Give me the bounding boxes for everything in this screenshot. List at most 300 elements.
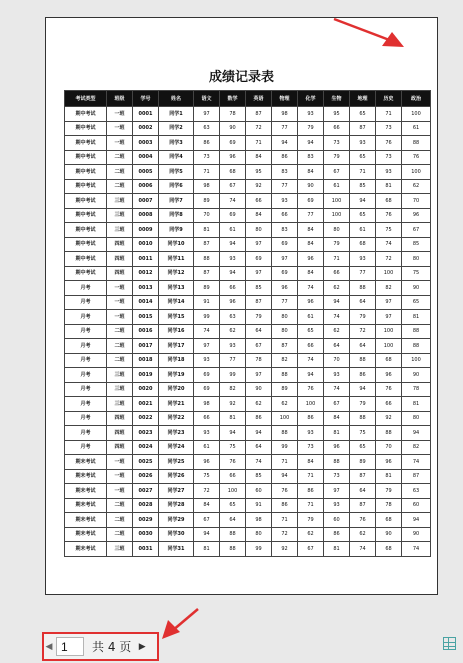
page-view-icon[interactable] [443, 637, 456, 650]
table-cell: 60 [324, 513, 350, 528]
table-cell: 100 [376, 339, 402, 354]
table-cell: 64 [220, 513, 246, 528]
table-cell: 71 [272, 513, 298, 528]
table-cell: 二班 [107, 513, 133, 528]
table-cell: 77 [272, 179, 298, 194]
table-cell: 93 [220, 252, 246, 267]
table-cell: 69 [220, 136, 246, 151]
table-row [65, 339, 431, 354]
table-cell: 期末考试 [65, 498, 107, 513]
table-cell: 84 [298, 237, 324, 252]
table-cell: 三班 [107, 542, 133, 557]
table-cell: 96 [220, 295, 246, 310]
table-cell: 65 [402, 295, 431, 310]
table-cell: 83 [272, 165, 298, 180]
table-cell: 80 [272, 310, 298, 325]
table-cell: 93 [376, 165, 402, 180]
table-cell: 76 [272, 484, 298, 499]
table-cell: 86 [246, 411, 272, 426]
table-cell: 71 [272, 455, 298, 470]
table-cell: 97 [272, 252, 298, 267]
table-cell: 88 [350, 411, 376, 426]
table-cell: 68 [350, 237, 376, 252]
table-cell: 63 [402, 484, 431, 499]
table-cell: 92 [220, 397, 246, 412]
table-cell: 72 [350, 324, 376, 339]
table-cell: 61 [402, 121, 431, 136]
table-cell: 64 [350, 295, 376, 310]
table-cell: 同学12 [159, 266, 194, 281]
table-cell: 74 [350, 542, 376, 557]
table-cell: 同学1 [159, 107, 194, 122]
table-cell: 同学2 [159, 121, 194, 136]
table-cell: 81 [220, 411, 246, 426]
table-cell: 93 [298, 426, 324, 441]
table-cell: 65 [350, 107, 376, 122]
table-cell: 67 [402, 223, 431, 238]
table-cell: 61 [350, 223, 376, 238]
table-cell: 0013 [133, 281, 159, 296]
table-header-row [65, 91, 431, 107]
print-preview-page [45, 17, 438, 595]
table-cell: 92 [272, 542, 298, 557]
table-cell: 71 [350, 165, 376, 180]
table-cell: 三班 [107, 368, 133, 383]
table-cell: 0031 [133, 542, 159, 557]
table-cell: 同学29 [159, 513, 194, 528]
table-cell: 85 [402, 237, 431, 252]
table-cell: 87 [246, 295, 272, 310]
table-cell: 三班 [107, 194, 133, 209]
table-cell: 月考 [65, 324, 107, 339]
table-cell: 90 [402, 368, 431, 383]
table-cell: 0018 [133, 353, 159, 368]
table-cell: 69 [246, 252, 272, 267]
table-cell: 四班 [107, 411, 133, 426]
table-cell: 74 [298, 281, 324, 296]
table-cell: 95 [324, 107, 350, 122]
table-cell: 100 [324, 208, 350, 223]
table-cell: 71 [324, 252, 350, 267]
table-cell: 87 [350, 121, 376, 136]
table-cell: 64 [246, 440, 272, 455]
table-cell: 89 [272, 382, 298, 397]
table-cell: 66 [324, 121, 350, 136]
table-cell: 94 [350, 194, 376, 209]
table-cell: 77 [298, 208, 324, 223]
previous-page-button[interactable] [44, 634, 54, 659]
table-cell: 67 [324, 165, 350, 180]
table-cell: 66 [376, 397, 402, 412]
table-cell: 74 [324, 310, 350, 325]
table-cell: 月考 [65, 382, 107, 397]
column-header: 语文 [194, 91, 220, 107]
table-cell: 期中考试 [65, 150, 107, 165]
table-cell: 72 [376, 252, 402, 267]
table-cell: 93 [324, 498, 350, 513]
table-cell: 80 [402, 411, 431, 426]
table-cell: 月考 [65, 426, 107, 441]
table-cell: 78 [402, 382, 431, 397]
table-cell: 96 [376, 368, 402, 383]
table-cell: 0012 [133, 266, 159, 281]
table-cell: 88 [220, 527, 246, 542]
table-row [65, 266, 431, 281]
table-cell: 月考 [65, 411, 107, 426]
table-row [65, 440, 431, 455]
table-row [65, 136, 431, 151]
table-cell: 81 [194, 223, 220, 238]
table-cell: 78 [246, 353, 272, 368]
table-cell: 62 [220, 324, 246, 339]
table-cell: 65 [350, 440, 376, 455]
table-row [65, 121, 431, 136]
table-cell: 同学3 [159, 136, 194, 151]
table-cell: 一班 [107, 121, 133, 136]
table-cell: 96 [376, 455, 402, 470]
table-cell: 96 [298, 252, 324, 267]
table-cell: 70 [194, 208, 220, 223]
table-cell: 87 [272, 339, 298, 354]
table-cell: 89 [350, 455, 376, 470]
table-cell: 84 [194, 498, 220, 513]
table-row [65, 324, 431, 339]
table-cell: 83 [298, 150, 324, 165]
table-cell: 同学9 [159, 223, 194, 238]
table-cell: 96 [402, 208, 431, 223]
table-cell: 65 [298, 324, 324, 339]
table-cell: 月考 [65, 310, 107, 325]
table-cell: 期中考试 [65, 194, 107, 209]
table-cell: 同学25 [159, 455, 194, 470]
table-cell: 94 [298, 368, 324, 383]
table-cell: 88 [402, 324, 431, 339]
table-cell: 72 [246, 121, 272, 136]
table-cell: 87 [402, 469, 431, 484]
table-cell: 0014 [133, 295, 159, 310]
table-cell: 74 [324, 382, 350, 397]
table-cell: 82 [376, 281, 402, 296]
table-cell: 74 [220, 194, 246, 209]
table-cell: 90 [246, 382, 272, 397]
table-cell: 66 [220, 469, 246, 484]
table-cell: 二班 [107, 324, 133, 339]
table-cell: 75 [220, 440, 246, 455]
table-cell: 96 [194, 455, 220, 470]
table-cell: 64 [246, 324, 272, 339]
table-cell: 82 [272, 353, 298, 368]
table-cell: 同学6 [159, 179, 194, 194]
table-cell: 三班 [107, 208, 133, 223]
table-cell: 100 [402, 353, 431, 368]
table-cell: 77 [272, 295, 298, 310]
table-row [65, 179, 431, 194]
table-cell: 76 [298, 382, 324, 397]
table-row [65, 194, 431, 209]
table-cell: 94 [220, 426, 246, 441]
table-cell: 66 [272, 208, 298, 223]
table-cell: 94 [272, 136, 298, 151]
table-cell: 83 [272, 223, 298, 238]
table-cell: 88 [402, 136, 431, 151]
table-cell: 期中考试 [65, 266, 107, 281]
table-cell: 四班 [107, 440, 133, 455]
table-cell: 月考 [65, 295, 107, 310]
table-cell: 96 [272, 281, 298, 296]
table-cell: 75 [350, 426, 376, 441]
table-cell: 79 [298, 513, 324, 528]
table-row [65, 295, 431, 310]
table-row [65, 455, 431, 470]
table-cell: 99 [272, 440, 298, 455]
table-cell: 同学17 [159, 339, 194, 354]
table-cell: 90 [402, 527, 431, 542]
table-cell: 72 [272, 527, 298, 542]
table-cell: 同学21 [159, 397, 194, 412]
table-cell: 97 [194, 107, 220, 122]
column-header: 物理 [272, 91, 298, 107]
table-cell: 94 [324, 295, 350, 310]
table-cell: 0016 [133, 324, 159, 339]
table-cell: 二班 [107, 150, 133, 165]
table-row [65, 542, 431, 557]
table-cell: 73 [324, 469, 350, 484]
table-cell: 94 [402, 513, 431, 528]
table-cell: 月考 [65, 281, 107, 296]
table-cell: 0025 [133, 455, 159, 470]
table-cell: 二班 [107, 165, 133, 180]
table-cell: 同学11 [159, 252, 194, 267]
table-cell: 100 [272, 411, 298, 426]
table-cell: 0026 [133, 469, 159, 484]
next-page-button[interactable] [137, 634, 147, 659]
table-cell: 91 [246, 498, 272, 513]
table-cell: 76 [376, 208, 402, 223]
table-cell: 66 [324, 266, 350, 281]
table-cell: 0017 [133, 339, 159, 354]
table-cell: 62 [272, 397, 298, 412]
table-cell: 88 [350, 353, 376, 368]
table-cell: 三班 [107, 223, 133, 238]
table-cell: 四班 [107, 252, 133, 267]
table-cell: 90 [220, 121, 246, 136]
table-cell: 二班 [107, 339, 133, 354]
table-cell: 96 [220, 150, 246, 165]
page-number-input[interactable] [56, 637, 84, 656]
table-cell: 0028 [133, 498, 159, 513]
table-cell: 73 [194, 150, 220, 165]
table-cell: 67 [194, 513, 220, 528]
table-cell: 98 [246, 513, 272, 528]
table-cell: 66 [194, 411, 220, 426]
table-cell: 69 [298, 194, 324, 209]
table-cell: 86 [298, 484, 324, 499]
table-cell: 0003 [133, 136, 159, 151]
table-cell: 85 [246, 469, 272, 484]
table-cell: 期中考试 [65, 237, 107, 252]
table-cell: 62 [246, 397, 272, 412]
table-cell: 期中考试 [65, 223, 107, 238]
table-cell: 79 [350, 310, 376, 325]
table-cell: 99 [246, 542, 272, 557]
table-cell: 75 [376, 223, 402, 238]
table-cell: 0011 [133, 252, 159, 267]
table-cell: 期末考试 [65, 484, 107, 499]
table-cell: 同学5 [159, 165, 194, 180]
table-cell: 80 [246, 223, 272, 238]
table-cell: 85 [246, 281, 272, 296]
table-cell: 82 [220, 382, 246, 397]
table-cell: 84 [298, 165, 324, 180]
table-cell: 88 [194, 252, 220, 267]
table-cell: 81 [402, 397, 431, 412]
table-cell: 68 [376, 513, 402, 528]
table-cell: 87 [194, 266, 220, 281]
table-cell: 0015 [133, 310, 159, 325]
table-cell: 同学16 [159, 324, 194, 339]
table-cell: 0021 [133, 397, 159, 412]
table-cell: 79 [324, 150, 350, 165]
table-cell: 65 [220, 498, 246, 513]
table-row [65, 513, 431, 528]
table-cell: 81 [194, 542, 220, 557]
table-cell: 75 [402, 266, 431, 281]
table-cell: 90 [298, 179, 324, 194]
table-cell: 同学14 [159, 295, 194, 310]
table-cell: 79 [376, 484, 402, 499]
table-row [65, 252, 431, 267]
table-cell: 64 [324, 339, 350, 354]
table-cell: 73 [298, 440, 324, 455]
table-cell: 69 [194, 382, 220, 397]
table-cell: 98 [272, 107, 298, 122]
table-row [65, 382, 431, 397]
table-row [65, 469, 431, 484]
table-row [65, 426, 431, 441]
column-header: 历史 [376, 91, 402, 107]
table-cell: 期中考试 [65, 121, 107, 136]
column-header: 生物 [324, 91, 350, 107]
table-cell: 93 [194, 426, 220, 441]
triangle-right-icon: ▶ [138, 641, 146, 652]
column-header: 数学 [220, 91, 246, 107]
table-cell: 四班 [107, 237, 133, 252]
table-cell: 73 [376, 150, 402, 165]
table-cell: 同学31 [159, 542, 194, 557]
table-cell: 66 [298, 339, 324, 354]
table-cell: 97 [376, 310, 402, 325]
table-cell: 79 [350, 397, 376, 412]
table-cell: 100 [376, 324, 402, 339]
table-cell: 期中考试 [65, 136, 107, 151]
table-cell: 97 [246, 237, 272, 252]
page-navigator [42, 632, 159, 661]
table-cell: 71 [298, 469, 324, 484]
table-row [65, 484, 431, 499]
table-cell: 80 [324, 223, 350, 238]
table-cell: 0010 [133, 237, 159, 252]
table-cell: 同学7 [159, 194, 194, 209]
table-cell: 0023 [133, 426, 159, 441]
table-row [65, 498, 431, 513]
table-cell: 86 [272, 498, 298, 513]
table-cell: 0005 [133, 165, 159, 180]
table-cell: 84 [298, 266, 324, 281]
table-cell: 0022 [133, 411, 159, 426]
table-cell: 79 [246, 310, 272, 325]
table-cell: 86 [350, 368, 376, 383]
table-cell: 0024 [133, 440, 159, 455]
table-cell: 77 [220, 353, 246, 368]
table-cell: 71 [194, 165, 220, 180]
table-cell: 100 [376, 266, 402, 281]
table-cell: 一班 [107, 136, 133, 151]
table-cell: 81 [402, 310, 431, 325]
table-cell: 67 [298, 542, 324, 557]
table-cell: 62 [298, 527, 324, 542]
table-cell: 73 [376, 121, 402, 136]
table-cell: 93 [324, 368, 350, 383]
table-cell: 62 [324, 324, 350, 339]
table-cell: 二班 [107, 179, 133, 194]
table-cell: 一班 [107, 310, 133, 325]
table-cell: 86 [324, 527, 350, 542]
column-header: 班级 [107, 91, 133, 107]
table-cell: 74 [194, 324, 220, 339]
table-cell: 期中考试 [65, 208, 107, 223]
table-cell: 70 [402, 194, 431, 209]
table-cell: 67 [246, 339, 272, 354]
table-cell: 同学10 [159, 237, 194, 252]
table-cell: 一班 [107, 455, 133, 470]
table-cell: 69 [272, 237, 298, 252]
table-cell: 96 [298, 295, 324, 310]
table-cell: 93 [272, 194, 298, 209]
table-cell: 88 [324, 455, 350, 470]
table-cell: 88 [272, 426, 298, 441]
table-cell: 93 [194, 353, 220, 368]
table-cell: 0002 [133, 121, 159, 136]
table-cell: 97 [324, 484, 350, 499]
table-cell: 94 [220, 237, 246, 252]
table-cell: 79 [298, 121, 324, 136]
table-cell: 67 [220, 179, 246, 194]
table-cell: 81 [324, 542, 350, 557]
table-cell: 76 [350, 513, 376, 528]
table-cell: 同学15 [159, 310, 194, 325]
table-cell: 75 [194, 469, 220, 484]
table-cell: 97 [194, 339, 220, 354]
table-cell: 68 [376, 194, 402, 209]
table-cell: 98 [194, 179, 220, 194]
table-cell: 64 [350, 484, 376, 499]
table-cell: 92 [246, 179, 272, 194]
table-cell: 61 [220, 223, 246, 238]
table-cell: 月考 [65, 397, 107, 412]
table-row [65, 353, 431, 368]
table-cell: 同学28 [159, 498, 194, 513]
table-cell: 78 [220, 107, 246, 122]
table-cell: 68 [220, 165, 246, 180]
table-cell: 65 [350, 208, 376, 223]
table-cell: 一班 [107, 469, 133, 484]
table-cell: 94 [272, 469, 298, 484]
table-cell: 76 [376, 382, 402, 397]
table-cell: 同学20 [159, 382, 194, 397]
column-header: 地理 [350, 91, 376, 107]
table-cell: 76 [402, 150, 431, 165]
table-row [65, 527, 431, 542]
